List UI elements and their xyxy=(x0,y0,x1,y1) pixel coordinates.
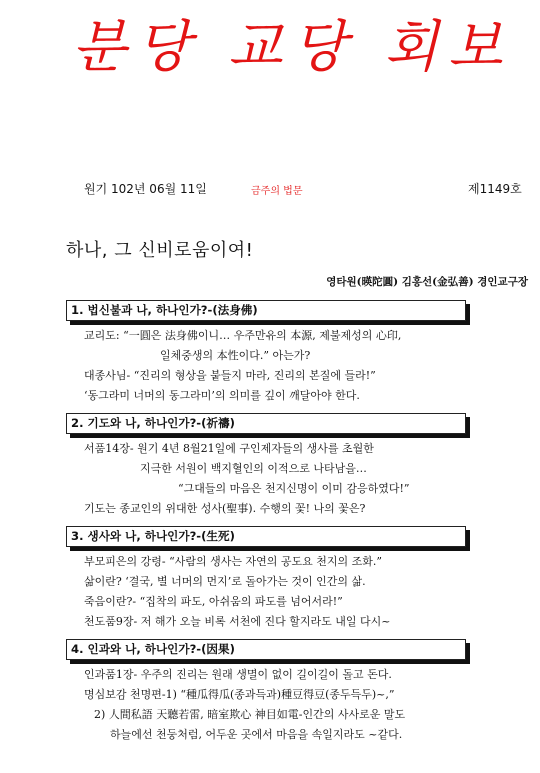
section-line: “그대들의 마음은 천지신명이 이미 감응하였다!” xyxy=(178,482,410,495)
article-author: 영타원(暎陀圓) 김홍선(金弘善) 경인교구장 xyxy=(326,276,528,288)
sermon-tag: 금주의 법문 xyxy=(251,186,303,197)
section-line: 천도품9장- 저 해가 오늘 비록 서천에 진다 할지라도 내일 다시~ xyxy=(84,615,391,628)
issue-number: 제1149호 xyxy=(468,182,522,196)
section-heading-karma: 4. 인과와 나, 하나인가?-(因果) xyxy=(66,639,466,660)
section-line: 서품14장- 원기 4년 8월21일에 구인제자들의 생사를 초월한 xyxy=(84,442,374,455)
section-line: 기도는 종교인의 위대한 성사(聖事). 수행의 꽃! 나의 꽃은? xyxy=(84,502,366,515)
section-line: 인과품1장- 우주의 진리는 원래 생멸이 없이 길이길이 돌고 돈다. xyxy=(84,668,392,681)
section-line: 죽음이란?- “집착의 파도, 아쉬움의 파도를 넘어서라!” xyxy=(84,595,343,608)
section-heading-life-death: 3. 생사와 나, 하나인가?-(生死) xyxy=(66,526,466,547)
section-heading-prayer: 2. 기도와 나, 하나인가?-(祈禱) xyxy=(66,413,466,434)
section-line: 하늘에선 천둥처럼, 어두운 곳에서 마음을 속일지라도 ~같다. xyxy=(110,728,403,741)
section-line: 2) 人間私語 天聽若雷, 暗室欺心 神目如電-인간의 사사로운 말도 xyxy=(94,708,406,721)
section-heading-dharmakaya: 1. 법신불과 나, 하나인가?-(法身佛) xyxy=(66,300,466,321)
issue-date: 원기 102년 06월 11일 xyxy=(84,182,207,196)
newsletter-masthead: 분당 교당 회보 xyxy=(72,15,513,80)
section-line: 명심보감 천명편-1) “種瓜得瓜(종과득과)種豆得豆(종두득두)~,” xyxy=(84,688,395,701)
section-line: 삶이란? ‘결국, 별 너머의 먼지’로 돌아가는 것이 인간의 삶. xyxy=(84,575,366,588)
section-line: ‘동그라미 너머의 동그라미’의 의미를 깊이 깨달아야 한다. xyxy=(84,389,360,402)
section-line: 교리도: “一圓은 法身佛이니… 우주만유의 本源, 제불제성의 心印, xyxy=(84,329,402,342)
section-line: 부모피은의 강령- “사람의 생사는 자연의 공도요 천지의 조화.” xyxy=(84,555,382,568)
article-headline: 하나, 그 신비로움이여! xyxy=(66,240,254,261)
section-line: 일체중생의 本性이다.” 아는가? xyxy=(160,349,311,362)
section-line: 지극한 서원이 백지혈인의 이적으로 나타남을… xyxy=(140,462,367,475)
section-line: 대종사님- “진리의 형상을 붙들지 마라, 진리의 본질에 들라!” xyxy=(84,369,376,382)
